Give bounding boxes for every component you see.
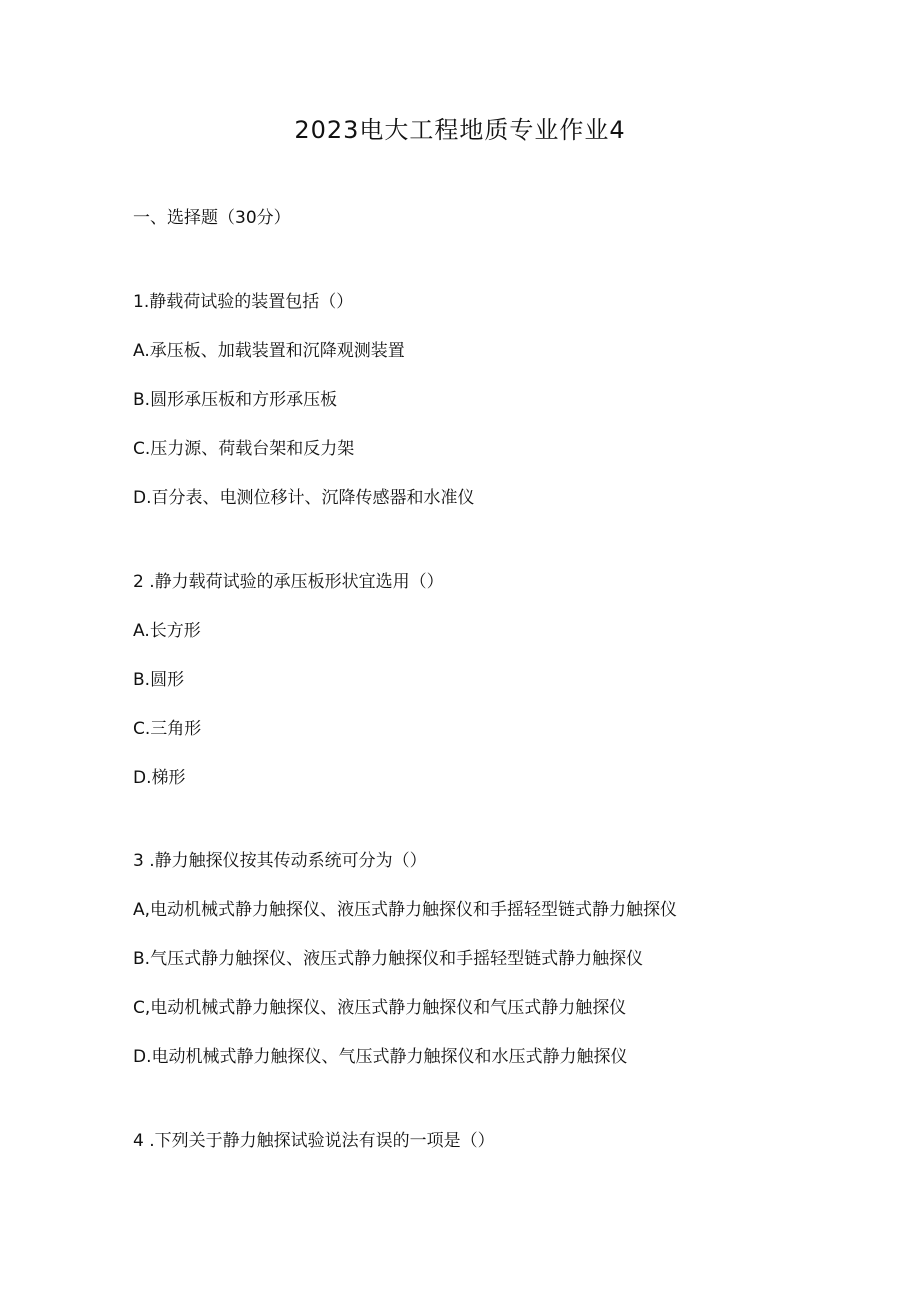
question-2-option-d: D.梯形 [133, 768, 186, 788]
question-3-stem: 3 .静力触探仪按其传动系统可分为（） [133, 851, 427, 871]
question-3-option-c: C,电动机械式静力触探仪、液压式静力触探仪和气压式静力触探仪 [133, 998, 627, 1018]
section-heading: 一、选择题（30分） [133, 208, 291, 228]
question-1-option-d: D.百分表、电测位移计、沉降传感器和水准仪 [133, 488, 475, 508]
question-3-option-a: A,电动机械式静力触探仪、液压式静力触探仪和手摇轻型链式静力触探仪 [133, 900, 678, 920]
question-1-stem: 1.静载荷试验的装置包括（） [133, 292, 354, 312]
question-2-option-c: C.三角形 [133, 719, 202, 739]
question-1-option-a: A.承压板、加载装置和沉降观测装置 [133, 341, 405, 361]
question-3-option-d: D.电动机械式静力触探仪、气压式静力触探仪和水压式静力触探仪 [133, 1047, 628, 1067]
document-title: 2023电大工程地质专业作业4 [294, 116, 626, 144]
question-1-option-b: B.圆形承压板和方形承压板 [133, 390, 338, 410]
question-2-option-a: A.长方形 [133, 621, 201, 641]
question-2-stem: 2 .静力载荷试验的承压板形状宜选用（） [133, 572, 444, 592]
question-4-stem: 4 .下列关于静力触探试验说法有误的一项是（） [133, 1131, 495, 1151]
question-1-option-c: C.压力源、荷载台架和反力架 [133, 439, 355, 459]
question-2-option-b: B.圆形 [133, 670, 185, 690]
question-3-option-b: B.气压式静力触探仪、液压式静力触探仪和手摇轻型链式静力触探仪 [133, 949, 644, 969]
